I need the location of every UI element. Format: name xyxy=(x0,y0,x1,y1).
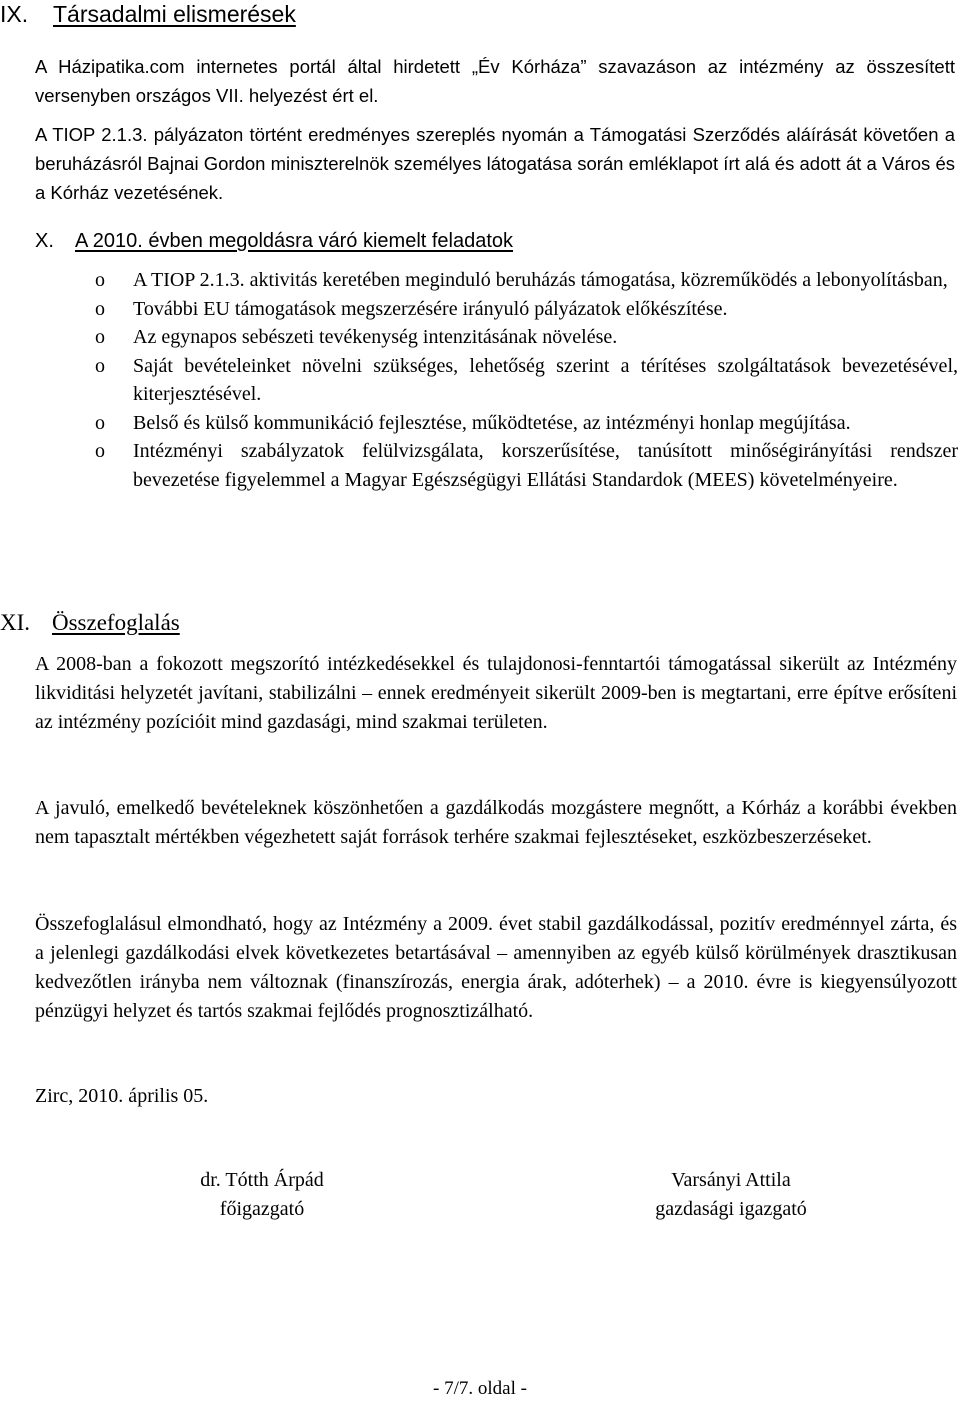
signature-block-director xyxy=(112,1166,412,1224)
bullet-marker: o xyxy=(95,440,105,462)
section-x-heading xyxy=(35,230,513,253)
section-xi-title: Összefoglalás xyxy=(52,610,180,635)
section-xi-heading xyxy=(0,610,180,636)
section-xi-paragraph-2: A javuló, emelkedő bevételeknek köszönhetően a gazdálkodás mozgástere megnőtt, a Kórház a korábbi években nem tapasztalt mértékben végezhetett saját források terhére szakmai fejlesztéseket, eszközbeszerzéseket. xyxy=(35,797,957,848)
list-item xyxy=(95,352,958,409)
section-x-task-list xyxy=(95,266,958,494)
signatory-role: főigazgató xyxy=(219,1198,305,1220)
list-item xyxy=(95,437,958,494)
list-item xyxy=(95,323,958,352)
section-x-title: A 2010. évben megoldásra váró kiemelt feladatok xyxy=(75,230,514,252)
section-ix-paragraph-1: A Házipatika.com internetes portál által hirdetett „Év Kórháza” szavazáson az intézmény az összesített versenyben országos VII. helyezést ért el. xyxy=(35,56,955,106)
section-ix-number: IX. xyxy=(0,1,29,27)
list-item-text: További EU támogatások megszerzésére irányuló pályázatok előkészítése. xyxy=(133,297,728,320)
list-item xyxy=(95,295,958,324)
list-item xyxy=(95,266,958,295)
list-item-text: Saját bevételeinket növelni szükséges, lehetőség szerint a térítéses szolgáltatások bevezetésével, kiterjesztésével. xyxy=(133,354,958,405)
bullet-marker: o xyxy=(95,269,105,291)
signatory-name: dr. Tótth Árpád xyxy=(200,1169,324,1191)
list-item-text: Intézményi szabályzatok felülvizsgálata, korszerűsítése, tanúsított minőségirányítási rendszer bevezetése figyelemmel a Magyar Egészségügyi Ellátási Standardok (MEES) követelményeire. xyxy=(133,440,958,491)
list-item xyxy=(95,409,958,438)
list-item-text: A TIOP 2.1.3. aktivitás keretében meginduló beruházás támogatása, közreműködés a lebonyolításban, xyxy=(133,269,948,291)
signature-block-finance xyxy=(581,1166,881,1224)
page-footer: - 7/7. oldal - xyxy=(433,1378,527,1399)
bullet-marker: o xyxy=(95,297,105,320)
bullet-marker: o xyxy=(95,326,105,348)
list-item-text: Az egynapos sebészeti tevékenység intenzitásának növelése. xyxy=(133,326,618,348)
section-xi-paragraph-1: A 2008-ban a fokozott megszorító intézkedésekkel és tulajdonosi-fenntartói támogatással sikerült az Intézmény likviditási helyzetét javítani, stabilizálni – ennek eredményeit sikerült 2009-ben is megtartani, erre építve erősíteni az intézmény pozícióit mind gazdasági, mind szakmai területen. xyxy=(35,653,957,733)
bullet-marker: o xyxy=(95,411,105,434)
section-x-number: X. xyxy=(35,230,54,252)
list-item-text: Belső és külső kommunikáció fejlesztése, működtetése, az intézményi honlap megújítása. xyxy=(133,411,851,434)
date-line: Zirc, 2010. április 05. xyxy=(35,1085,209,1107)
section-ix-heading xyxy=(0,1,296,28)
section-xi-paragraph-3: Összefoglalásul elmondható, hogy az Intézmény a 2009. évet stabil gazdálkodással, pozitív eredménnyel zárta, és a jelenlegi gazdálkodási elvek következetes betartásával – amennyiben az egyéb külső körülmények drasztikusan kedvezőtlen irányba nem változnak (finanszírozás, energia árak, adóterhek) – a 2010. évre is kiegyensúlyozott pénzügyi helyzet és tartós szakmai fejlődés prognosztizálható. xyxy=(35,913,957,1022)
section-ix-paragraph-2: A TIOP 2.1.3. pályázaton történt eredményes szereplés nyomán a Támogatási Szerződés aláírását követően a beruházásról Bajnai Gordon miniszterelnök személyes látogatása során emléklapot írt alá és adott át a Város és a Kórház vezetésének. xyxy=(35,124,955,203)
signatory-name: Varsányi Attila xyxy=(671,1169,791,1191)
section-ix-title: Társadalmi elismerések xyxy=(53,1,296,27)
signatory-role: gazdasági igazgató xyxy=(655,1198,807,1220)
section-xi-number: XI. xyxy=(0,610,31,635)
bullet-marker: o xyxy=(95,354,105,377)
